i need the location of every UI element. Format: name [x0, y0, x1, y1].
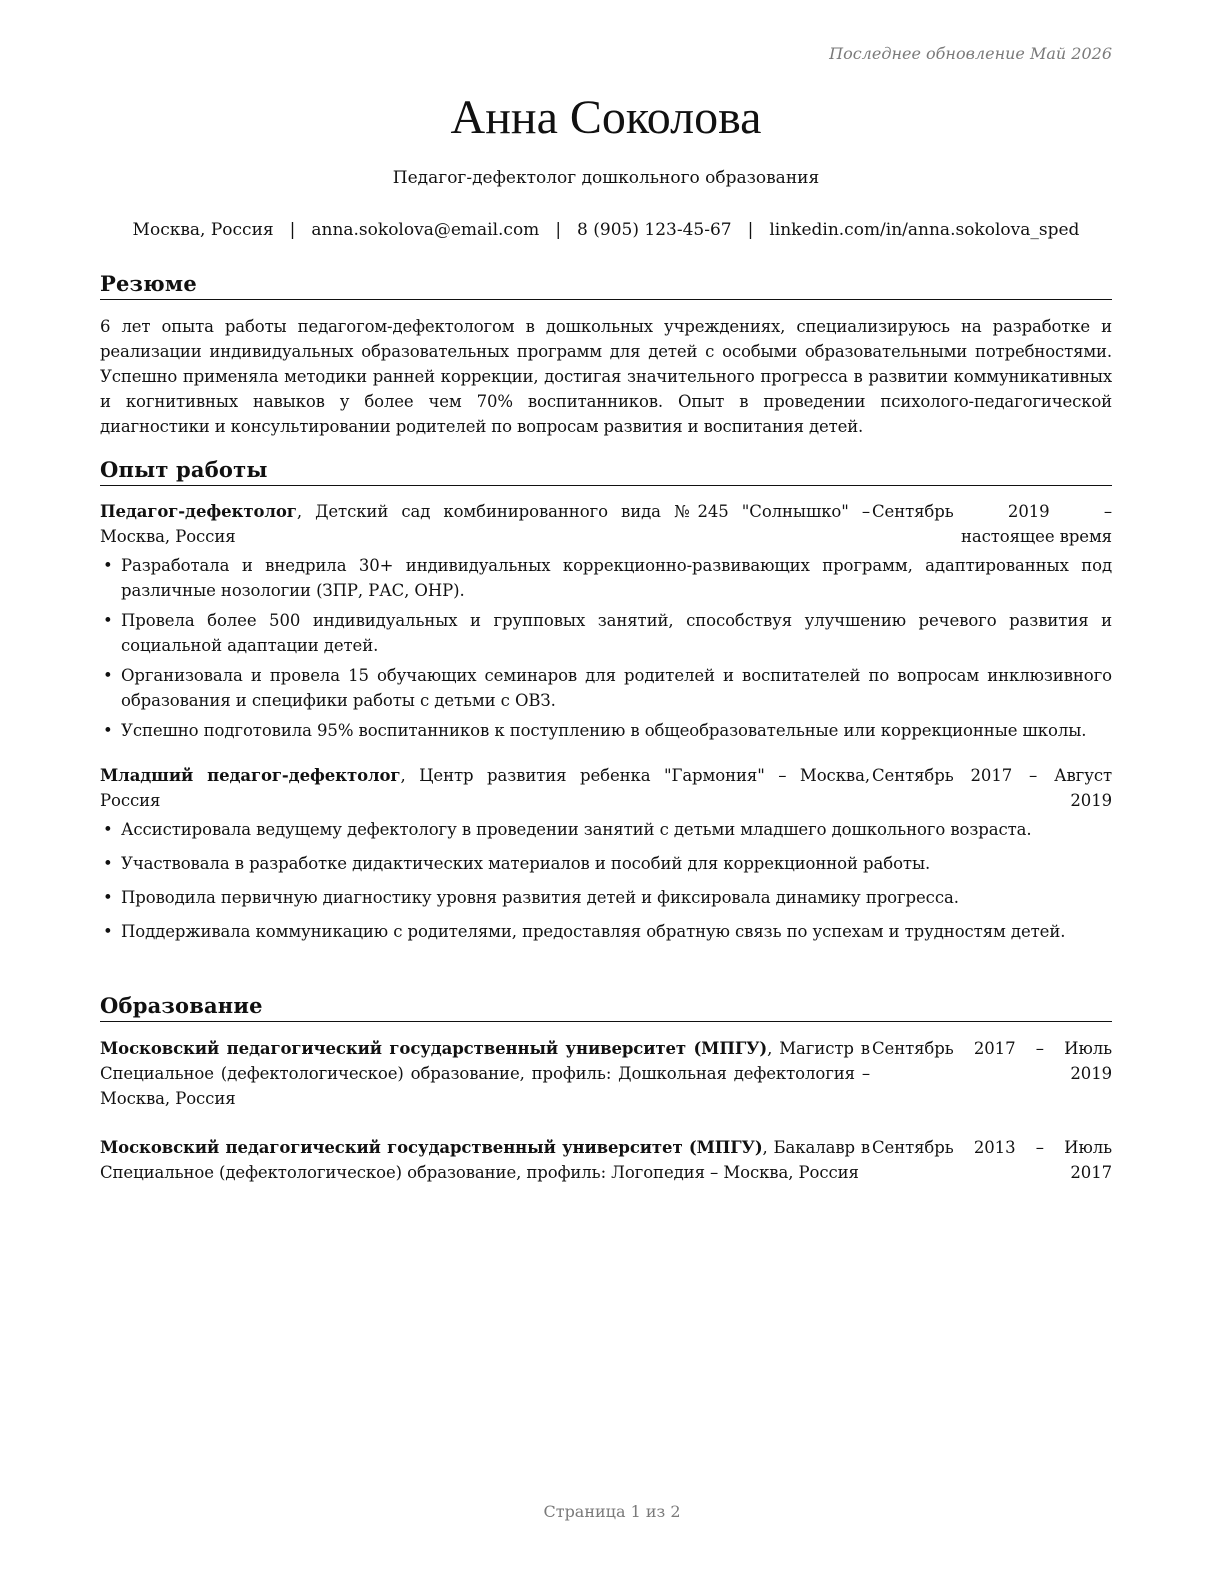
education-dates: Сентябрь 2017 – Июль 2019 — [872, 1039, 1112, 1083]
job-achievements — [100, 553, 1112, 743]
job-entry — [100, 499, 1112, 743]
section-heading-education: Образование — [100, 992, 1112, 1022]
list-item-text: Провела более 500 индивидуальных и групповых занятий, способствуя улучшению речевого развития и социальной адаптации детей. — [121, 611, 1112, 655]
contact-location: Москва, Россия — [132, 220, 274, 240]
education-dates: Сентябрь 2013 – Июль 2017 — [872, 1138, 1112, 1182]
bullet-icon: • — [103, 922, 113, 941]
job-header — [100, 499, 1112, 549]
job-organization: , Детский сад комбинированного вида №245 "Солнышко" – Москва, Россия — [100, 502, 870, 546]
bullet-icon: • — [103, 666, 113, 685]
job-dates: Сентябрь 2017 – Август 2019 — [872, 766, 1112, 810]
last-updated-note: Последнее обновление Май 2026 — [829, 44, 1112, 63]
summary-section — [100, 270, 1112, 439]
candidate-name: Анна Соколова — [450, 91, 762, 144]
section-heading-summary: Резюме — [100, 270, 1112, 300]
section-heading-experience: Опыт работы — [100, 456, 1112, 486]
summary-text: 6 лет опыта работы педагогом-дефектологом в дошкольных учреждениях, специализируюсь на разработке и реализации индивидуальных образовательных программ для детей с особыми образовательными потребностями. Успешно применяла методики ранней коррекции, достигая значительного прогресса в развитии коммуникативных и когнитивных навыков у более чем 70% воспитанников. Опыт в проведении психолого-педагогической диагностики и консультировании родителей по вопросам развития и воспитания детей. — [100, 317, 1112, 436]
education-heading — [100, 1135, 870, 1185]
education-header — [100, 1036, 1112, 1111]
bullet-icon: • — [103, 854, 113, 873]
education-school: Московский педагогический государственный университет (МПГУ) — [100, 1039, 768, 1058]
list-item-text: Успешно подготовила 95% воспитанников к поступлению в общеобразовательные или коррекционные школы. — [121, 721, 1087, 740]
contact-separator: | — [289, 220, 296, 240]
contact-linkedin[interactable]: linkedin.com/in/anna.sokolova_sped — [769, 220, 1080, 240]
list-item-text: Организовала и провела 15 обучающих семинаров для родителей и воспитателей по вопросам инклюзивного образования и специфики работы с детьми с ОВЗ. — [121, 666, 1112, 710]
list-item-text: Поддерживала коммуникацию с родителями, предоставляя обратную связь по успехам и трудностям детей. — [121, 922, 1066, 941]
list-item — [100, 663, 1112, 713]
education-details: , Бакалавр в Специальное (дефектологическое) образование, профиль: Логопедия – Москва, Россия — [100, 1138, 871, 1182]
list-item-text: Проводила первичную диагностику уровня развития детей и фиксировала динамику прогресса. — [121, 888, 959, 907]
page-number: Страница 1 из 2 — [543, 1502, 681, 1521]
job-header — [100, 763, 1112, 813]
education-details: , Магистр в Специальное (дефектологическое) образование, профиль: Дошкольная дефектология – Москва, Россия — [100, 1039, 871, 1108]
education-header — [100, 1135, 1112, 1185]
job-title: Педагог-дефектолог дошкольного образования — [392, 168, 820, 188]
bullet-icon: • — [103, 611, 113, 630]
list-item-text: Участвовала в разработке дидактических материалов и пособий для коррекционной работы. — [121, 854, 931, 873]
job-role: Педагог-дефектолог — [100, 502, 297, 521]
bullet-icon: • — [103, 820, 113, 839]
list-item — [100, 919, 1112, 944]
job-dates: Сентябрь 2019 – настоящее время — [872, 502, 1112, 546]
bullet-icon: • — [103, 556, 113, 575]
contact-separator: | — [747, 220, 754, 240]
list-item — [100, 885, 1112, 910]
contact-line — [80, 220, 1132, 240]
job-achievements — [100, 817, 1112, 944]
experience-section — [100, 456, 1112, 953]
list-item-text: Ассистировала ведущему дефектологу в проведении занятий с детьми младшего дошкольного возраста. — [121, 820, 1032, 839]
bullet-icon: • — [103, 888, 113, 907]
list-item — [100, 608, 1112, 658]
list-item — [100, 718, 1112, 743]
job-organization: , Центр развития ребенка "Гармония" – Москва, Россия — [100, 766, 870, 810]
education-school: Московский педагогический государственный университет (МПГУ) — [100, 1138, 763, 1157]
job-heading — [100, 763, 870, 813]
contact-email[interactable]: anna.sokolova@email.com — [311, 220, 540, 240]
education-entry — [100, 1135, 1112, 1185]
education-section — [100, 992, 1112, 1185]
education-entry — [100, 1036, 1112, 1111]
bullet-icon: • — [103, 721, 113, 740]
list-item — [100, 817, 1112, 842]
job-role: Младший педагог-дефектолог — [100, 766, 401, 785]
job-entry — [100, 763, 1112, 944]
list-item — [100, 851, 1112, 876]
list-item-text: Разработала и внедрила 30+ индивидуальных коррекционно-развивающих программ, адаптированных под различные нозологии (ЗПР, РАС, ОНР). — [121, 556, 1112, 600]
list-item — [100, 553, 1112, 603]
contact-separator: | — [555, 220, 562, 240]
job-heading — [100, 499, 870, 549]
education-heading — [100, 1036, 870, 1111]
contact-phone[interactable]: 8 (905) 123-45-67 — [577, 220, 732, 240]
